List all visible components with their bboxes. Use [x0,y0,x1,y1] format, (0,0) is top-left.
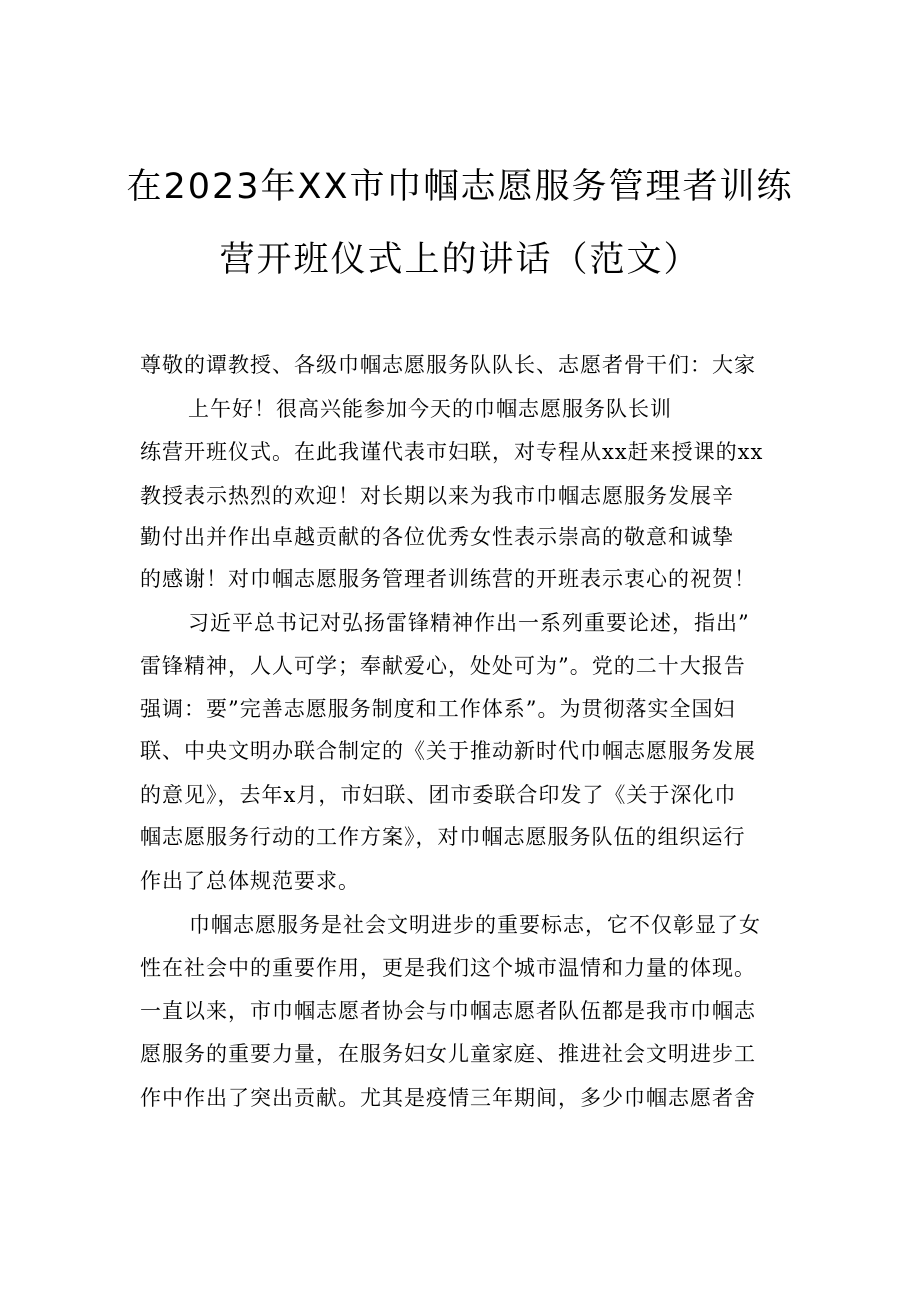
body-line: 愿服务的重要力量，在服务妇女儿童家庭、推进社会文明进步工 [140,1042,756,1066]
body-line: 的感谢！对巾帼志愿服务管理者训练营的开班表示衷心的祝贺！ [140,567,756,591]
salutation-line: 尊敬的谭教授、各级巾帼志愿服务队队长、志愿者骨干们：大家 [140,353,756,377]
paragraph-start-line: 习近平总书记对弘扬雷锋精神作出一系列重要论述，指出” [188,611,750,635]
body-line: 一直以来，市巾帼志愿者协会与巾帼志愿者队伍都是我市巾帼志 [140,999,756,1023]
body-line: 上午好！很高兴能参加今天的巾帼志愿服务队长训 [188,397,672,421]
body-line: 强调：要”完善志愿服务制度和工作体系”。为贯彻落实全国妇 [140,697,736,721]
body-line: 联、中央文明办联合制定的《关于推动新时代巾帼志愿服务发展 [140,739,756,763]
document-title-line-2: 营开班仪式上的讲话（范文） [219,240,701,280]
body-line: 雷锋精神，人人可学；奉献爱心，处处可为”。党的二十大报告 [140,654,746,678]
body-line: 练营开班仪式。在此我谨代表市妇联，对专程从xx赶来授课的xx [140,440,764,464]
body-line: 教授表示热烈的欢迎！对长期以来为我市巾帼志愿服务发展辛 [140,484,734,508]
body-line: 性在社会中的重要作用，更是我们这个城市温情和力量的体现。 [140,956,756,980]
body-line: 勤付出并作出卓越贡献的各位优秀女性表示崇高的敬意和诚挚 [140,525,734,549]
body-line: 帼志愿服务行动的工作方案》，对巾帼志愿服务队伍的组织运行 [140,825,746,849]
paragraph-start-line: 巾帼志愿服务是社会文明进步的重要标志，它不仅彰显了女 [189,913,761,937]
body-line: 作出了总体规范要求。 [140,869,360,893]
body-line: 的意见》，去年x月，市妇联、团市委联合印发了《关于深化巾 [140,783,737,807]
body-line: 作中作出了突出贡献。尤其是疫情三年期间，多少巾帼志愿者舍 [140,1086,756,1110]
document-title-line-1: 在2023年XX市巾帼志愿服务管理者训练 [126,167,794,207]
